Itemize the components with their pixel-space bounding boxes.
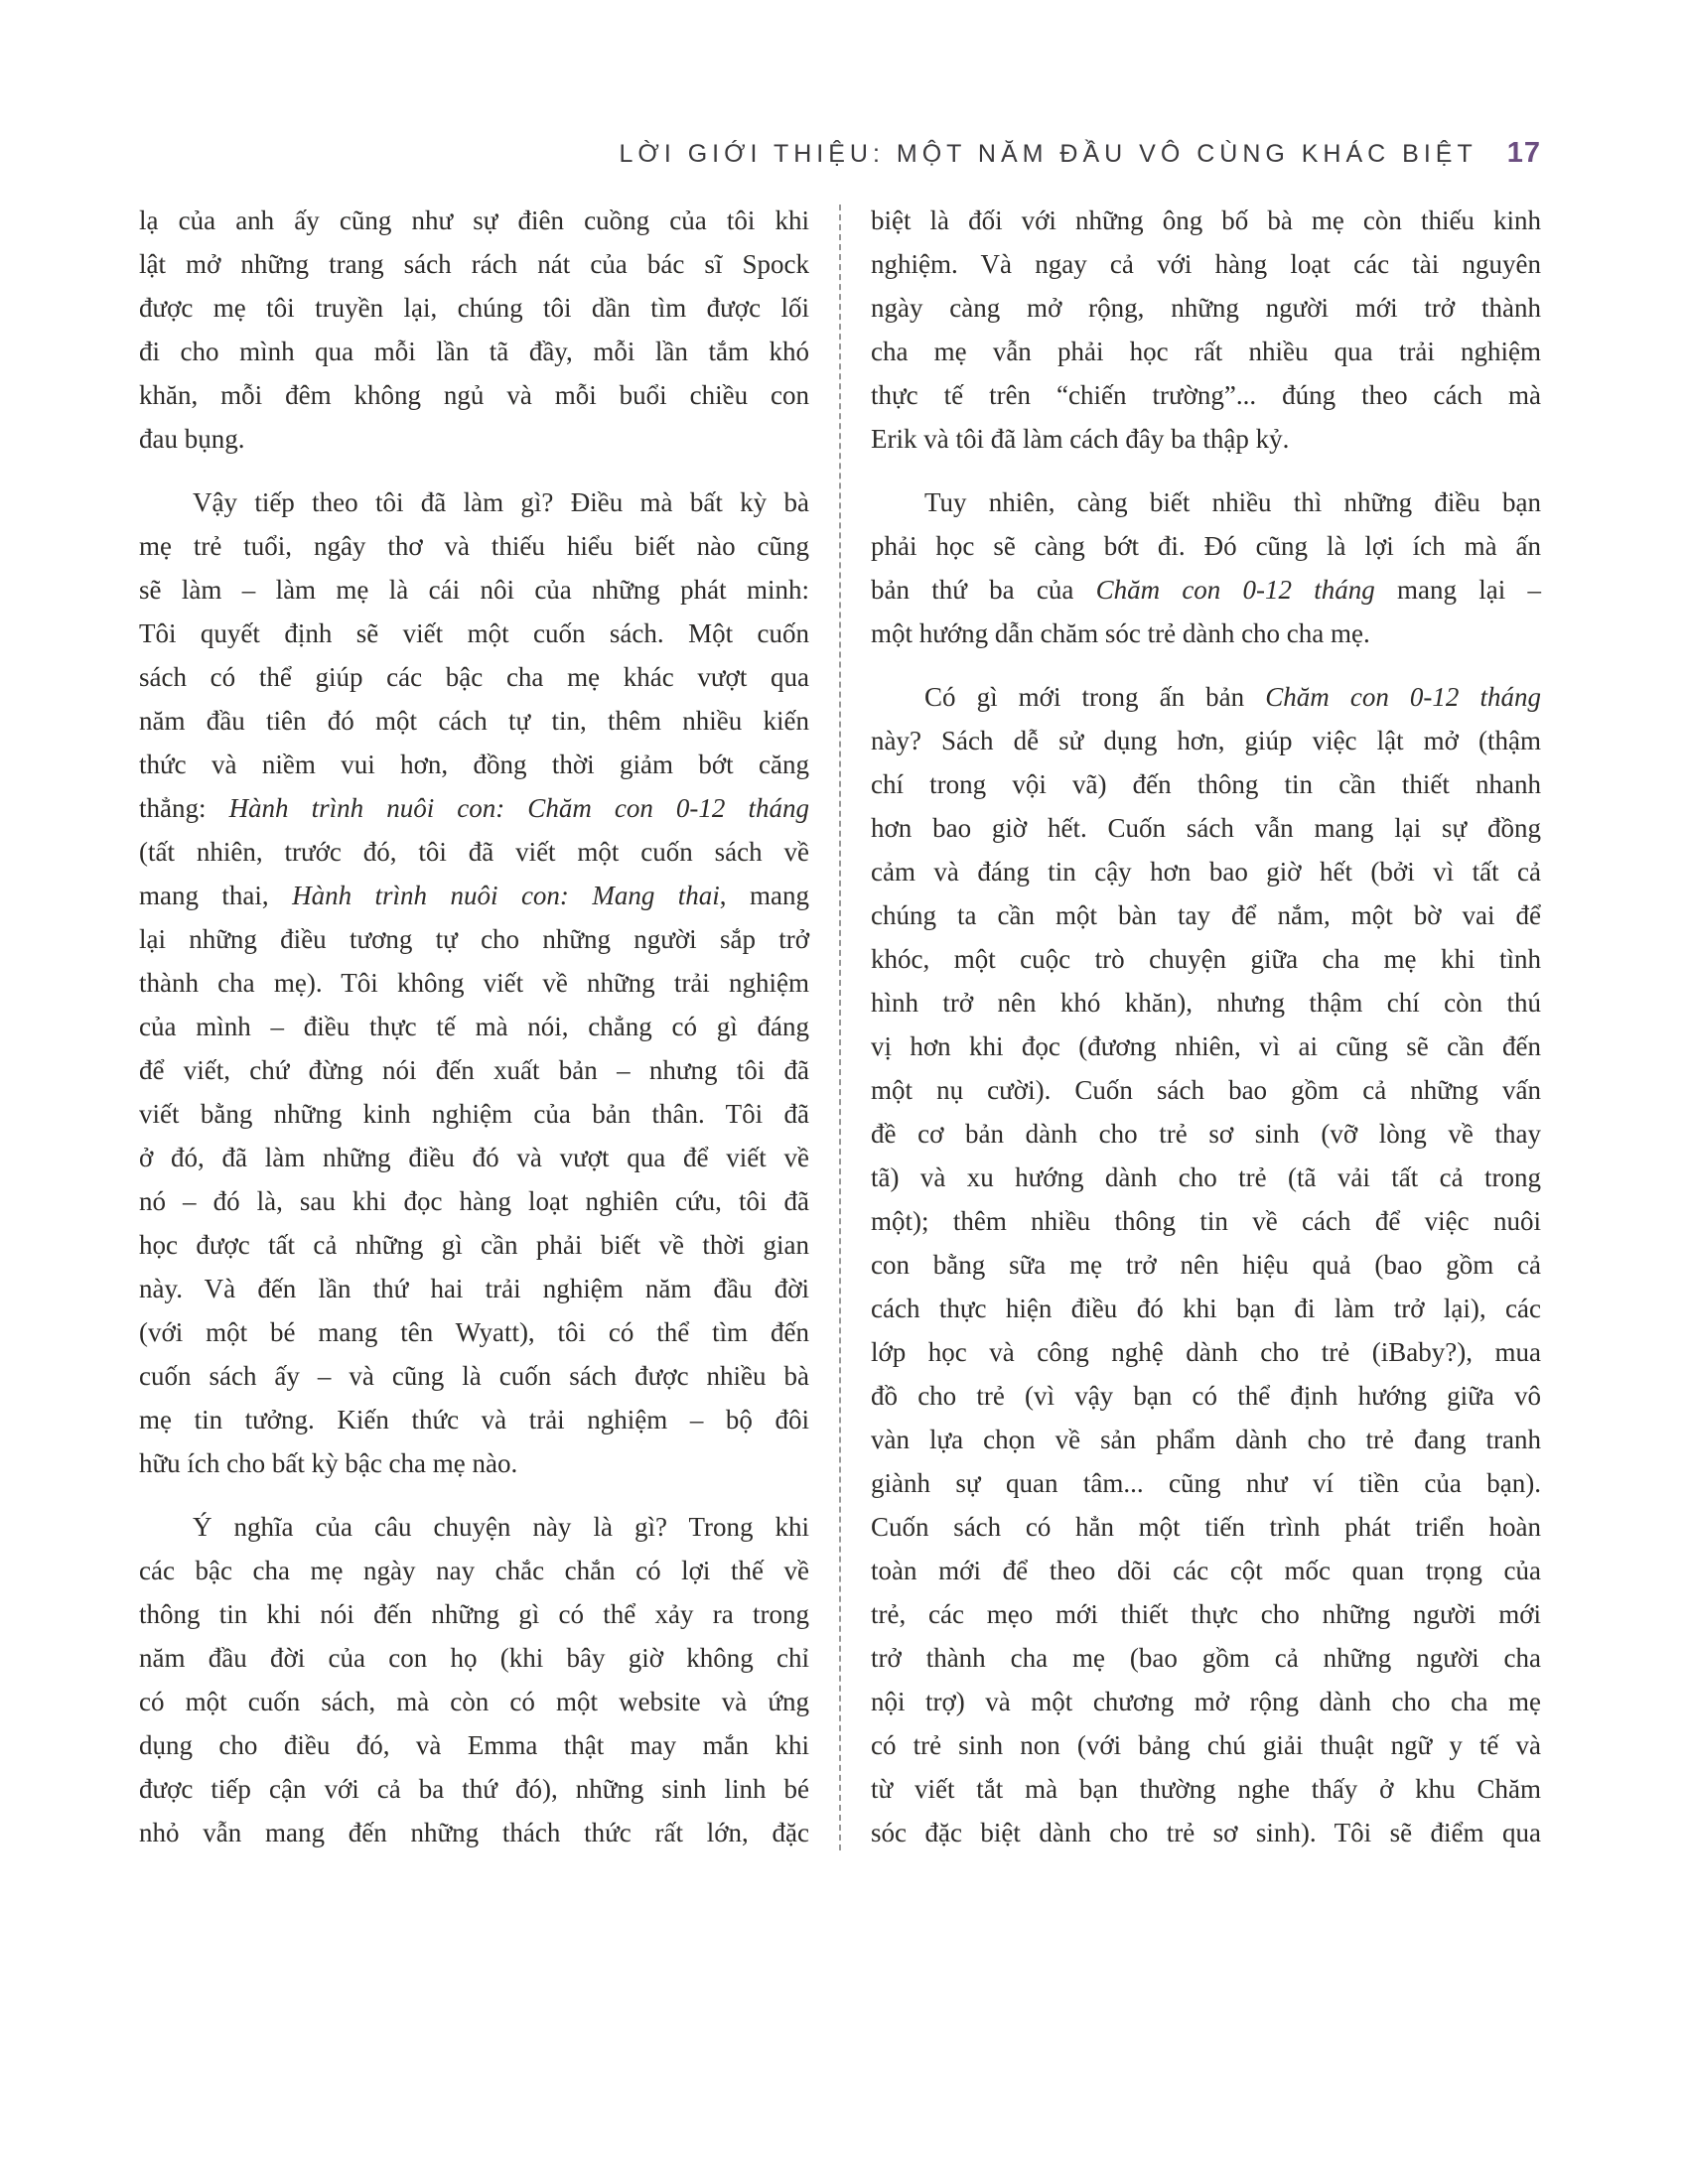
text-line: (với một bé mang tên Wyatt), tôi có thể tìm đến <box>139 1317 809 1347</box>
text-line: dụng cho điều đó, và Emma thật may mắn khi <box>139 1730 809 1760</box>
text-line: toàn mới để theo dõi các cột mốc quan trọng của <box>871 1556 1541 1585</box>
text-line: sóc đặc biệt dành cho trẻ sơ sinh). Tôi sẽ điểm qua <box>871 1818 1541 1847</box>
text-line: thành cha mẹ). Tôi không viết về những trải nghiệm <box>139 968 809 998</box>
text-line: Cuốn sách có hẳn một tiến trình phát triển hoàn <box>871 1512 1541 1542</box>
text-line: các bậc cha mẹ ngày nay chắc chắn có lợi thế về <box>139 1556 809 1585</box>
text-line: từ viết tắt mà bạn thường nghe thấy ở khu Chăm <box>871 1774 1541 1804</box>
text-line: để viết, chứ đừng nói đến xuất bản – nhưng tôi đã <box>139 1055 809 1085</box>
text-line: một nụ cười). Cuốn sách bao gồm cả những vấn <box>871 1075 1541 1105</box>
text-line: phải học sẽ càng bớt đi. Đó cũng là lợi ích mà ấn <box>871 531 1541 561</box>
text-line: của mình – điều thực tế mà nói, chẳng có gì đáng <box>139 1012 809 1041</box>
text-line: biệt là đối với những ông bố bà mẹ còn thiếu kinh <box>871 205 1541 235</box>
text-line: thông tin khi nói đến những gì có thể xảy ra trong <box>139 1599 809 1629</box>
text-line: có một cuốn sách, mà còn có một website và ứng <box>139 1687 809 1716</box>
text-line: cuốn sách ấy – và cũng là cuốn sách được nhiều bà <box>139 1361 809 1391</box>
text-line: cách thực hiện điều đó khi bạn đi làm trở lại), các <box>871 1294 1541 1323</box>
paragraph <box>139 480 809 1485</box>
text-line: lật mở những trang sách rách nát của bác sĩ Spock <box>139 249 809 279</box>
text-line: sách có thể giúp các bậc cha mẹ khác vượt qua <box>139 662 809 692</box>
text-line: Erik và tôi đã làm cách đây ba thập kỷ. <box>871 424 1290 454</box>
text-line: vị hơn khi đọc (đương nhiên, vì ai cũng sẽ cần đến <box>871 1031 1541 1061</box>
page-number: 17 <box>1506 137 1541 169</box>
text-line: cha mẹ vẫn phải học rất nhiều qua trải nghiệm <box>871 337 1541 366</box>
text-line: khóc, một cuộc trò chuyện giữa cha mẹ khi tình <box>871 944 1541 974</box>
right-column <box>871 199 1541 1854</box>
text-line: ngày càng mở rộng, những người mới trở thành <box>871 293 1541 323</box>
text-line: lạ của anh ấy cũng như sự điên cuồng của tôi khi <box>139 205 809 235</box>
text-line: chí trong vội vã) đến thông tin cần thiết nhanh <box>871 769 1541 799</box>
text-line: này? Sách dễ sử dụng hơn, giúp việc lật mở (thậm <box>871 726 1541 755</box>
text-line: nó – đó là, sau khi đọc hàng loạt nghiên cứu, tôi đã <box>139 1186 809 1216</box>
book-title-italic: Hành trình nuôi con: Mang thai <box>292 881 720 910</box>
book-title-italic: Hành trình nuôi con: Chăm con 0-12 tháng <box>228 793 809 823</box>
two-column-text <box>139 199 1541 1854</box>
paragraph <box>139 199 809 461</box>
text-line: lớp học và công nghệ dành cho trẻ (iBaby?), mua <box>871 1337 1541 1367</box>
column-divider <box>809 199 871 1854</box>
running-title: LỜI GIỚI THIỆU: MỘT NĂM ĐẦU VÔ CÙNG KHÁC BIỆT <box>619 140 1477 168</box>
text-line: con bằng sữa mẹ trở nên hiệu quả (bao gồm cả <box>871 1250 1541 1280</box>
text-line: mẹ tin tưởng. Kiến thức và trải nghiệm – bộ đôi <box>139 1405 809 1434</box>
text-line: được mẹ tôi truyền lại, chúng tôi dần tìm được lối <box>139 293 809 323</box>
book-title-italic: Chăm con 0-12 tháng <box>1095 575 1375 605</box>
text-line: thực tế trên “chiến trường”... đúng theo cách mà <box>871 380 1541 410</box>
text-line: được tiếp cận với cả ba thứ đó), những sinh linh bé <box>139 1774 809 1804</box>
text-line: sẽ làm – làm mẹ là cái nôi của những phát minh: <box>139 575 809 605</box>
paragraph <box>871 480 1541 655</box>
paragraph <box>871 675 1541 1854</box>
text-line: có trẻ sinh non (với bảng chú giải thuật ngữ y tế và <box>871 1730 1541 1760</box>
text-line: thức và niềm vui hơn, đồng thời giảm bớt căng <box>139 750 809 779</box>
text-line: cảm và đáng tin cậy hơn bao giờ hết (bởi vì tất cả <box>871 857 1541 887</box>
text-line: vàn lựa chọn về sản phẩm dành cho trẻ đang tranh <box>871 1425 1541 1454</box>
text-line: trẻ, các mẹo mới thiết thực cho những người mới <box>871 1599 1541 1629</box>
text-line: hữu ích cho bất kỳ bậc cha mẹ nào. <box>139 1448 518 1478</box>
text-line: đồ cho trẻ (vì vậy bạn có thể định hướng giữa vô <box>871 1381 1541 1411</box>
text-line: viết bằng những kinh nghiệm của bản thân. Tôi đã <box>139 1099 809 1129</box>
text-line: năm đầu đời của con họ (khi bây giờ không chỉ <box>139 1643 809 1673</box>
text-line: này. Và đến lần thứ hai trải nghiệm năm đầu đời <box>139 1274 809 1303</box>
page-header <box>139 137 1541 170</box>
text-line: Tôi quyết định sẽ viết một cuốn sách. Một cuốn <box>139 618 809 648</box>
text-line: đi cho mình qua mỗi lần tã đầy, mỗi lần tắm khó <box>139 337 809 366</box>
text-line: nghiệm. Và ngay cả với hàng loạt các tài nguyên <box>871 249 1541 279</box>
text-line: trở thành cha mẹ (bao gồm cả những người cha <box>871 1643 1541 1673</box>
text-line: mẹ trẻ tuổi, ngây thơ và thiếu hiểu biết nào cũng <box>139 531 809 561</box>
text-line: giành sự quan tâm... cũng như ví tiền của bạn). <box>871 1468 1541 1498</box>
text-line: (tất nhiên, trước đó, tôi đã viết một cuốn sách về <box>139 837 809 867</box>
left-column <box>139 199 809 1854</box>
text-line: năm đầu tiên đó một cách tự tin, thêm nhiều kiến <box>139 706 809 736</box>
text-line: mang thai, Hành trình nuôi con: Mang thai, mang <box>139 881 809 910</box>
text-line: ở đó, đã làm những điều đó và vượt qua để viết về <box>139 1143 809 1172</box>
text-line: nội trợ) và một chương mở rộng dành cho cha mẹ <box>871 1687 1541 1716</box>
text-line: đề cơ bản dành cho trẻ sơ sinh (vỡ lòng về thay <box>871 1119 1541 1149</box>
text-line: hơn bao giờ hết. Cuốn sách vẫn mang lại sự đồng <box>871 813 1541 843</box>
text-line: Ý nghĩa của câu chuyện này là gì? Trong khi <box>193 1512 809 1542</box>
text-line: Vậy tiếp theo tôi đã làm gì? Điều mà bất kỳ bà <box>193 487 809 517</box>
book-title-italic: Chăm con 0-12 tháng <box>1265 682 1541 712</box>
text-line: đau bụng. <box>139 424 245 454</box>
paragraph <box>871 199 1541 461</box>
paragraph <box>139 1505 809 1854</box>
text-line: thẳng: Hành trình nuôi con: Chăm con 0-12 tháng <box>139 793 809 823</box>
text-line: một); thêm nhiều thông tin về cách để việc nuôi <box>871 1206 1541 1236</box>
text-line: một hướng dẫn chăm sóc trẻ dành cho cha mẹ. <box>871 618 1370 648</box>
text-line: nhỏ vẫn mang đến những thách thức rất lớn, đặc <box>139 1818 809 1847</box>
text-line: hình trở nên khó khăn), nhưng thậm chí còn thú <box>871 988 1541 1018</box>
text-line: tã) và xu hướng dành cho trẻ (tã vải tất cả trong <box>871 1162 1541 1192</box>
text-line: học được tất cả những gì cần phải biết về thời gian <box>139 1230 809 1260</box>
text-line: Có gì mới trong ấn bản Chăm con 0-12 tháng <box>924 682 1541 712</box>
text-line: bản thứ ba của Chăm con 0-12 tháng mang lại – <box>871 575 1542 605</box>
text-line: khăn, mỗi đêm không ngủ và mỗi buổi chiều con <box>139 380 809 410</box>
text-line: Tuy nhiên, càng biết nhiều thì những điều bạn <box>924 487 1541 517</box>
text-line: chúng ta cần một bàn tay để nắm, một bờ vai để <box>871 900 1541 930</box>
text-line: lại những điều tương tự cho những người sắp trở <box>139 924 809 954</box>
